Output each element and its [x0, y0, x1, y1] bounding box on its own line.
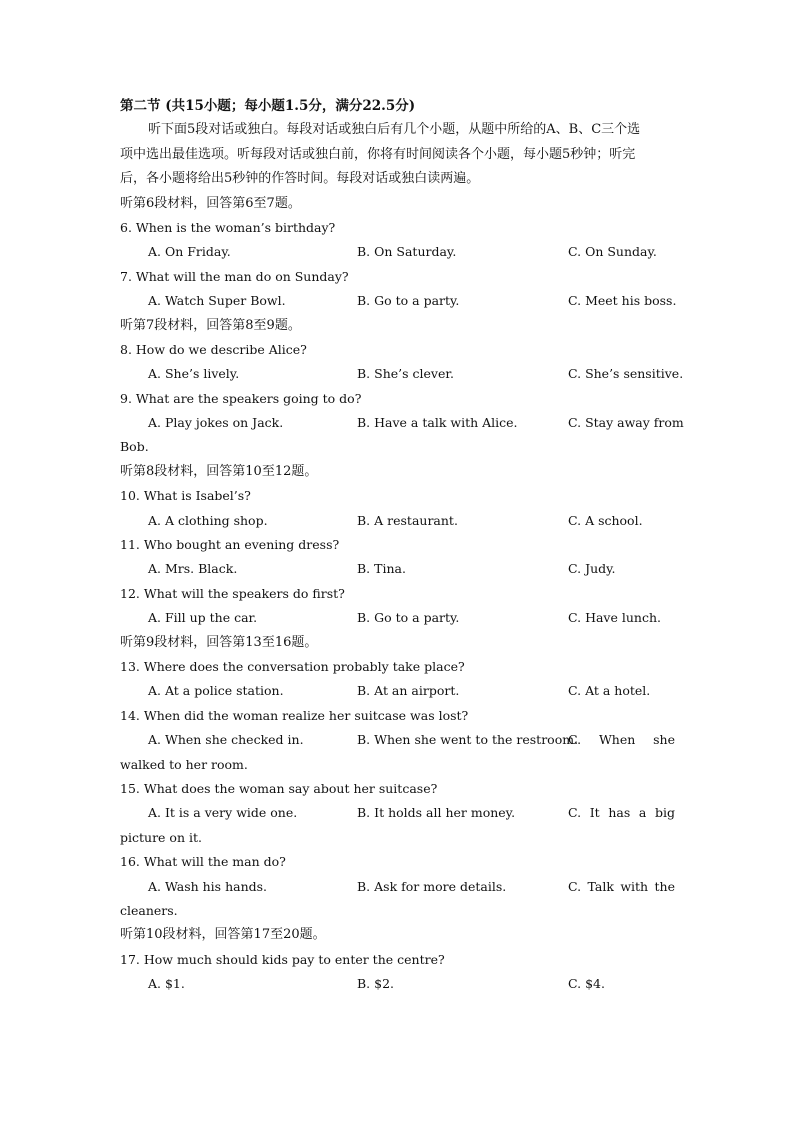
passage-8-header: 听第8段材料，回答第10至12题。 — [120, 463, 318, 479]
question-9-option-a: A. Play jokes on Jack. — [148, 415, 284, 431]
question-14-option-b: B. When she went to the restroom. — [357, 732, 579, 748]
question-9-option-c: C. Stay away from — [568, 415, 684, 431]
question-10-option-b: B. A restaurant. — [357, 512, 458, 528]
question-13-stem: 13. Where does the conversation probably take place? — [120, 658, 465, 674]
question-13-option-c: C. At a hotel. — [568, 683, 651, 699]
question-8-options — [120, 362, 684, 386]
question-12-stem: 12. What will the speakers do first? — [120, 585, 345, 601]
instructions-line-1: 听下面5段对话或独白。每段对话或独白后有几个小题，从题中所给的A、B、C三个选 — [148, 122, 641, 138]
question-16-options — [120, 875, 675, 899]
question-7-stem: 7. What will the man do on Sunday? — [120, 268, 349, 284]
question-9-stem: 9. What are the speakers going to do? — [120, 390, 362, 406]
question-8-stem: 8. How do we describe Alice? — [120, 341, 307, 357]
instructions-line-2: 项中选出最佳选项。听每段对话或独白前，你将有时间阅读各个小题，每小题5秒钟；听完 — [120, 146, 636, 162]
question-10-option-a: A. A clothing shop. — [148, 512, 268, 528]
question-16-stem: 16. What will the man do? — [120, 854, 286, 870]
question-17-options — [120, 972, 675, 996]
question-14-option-c-continued: walked to her room. — [120, 756, 248, 772]
question-12-options — [120, 606, 675, 630]
passage-10-header: 听第10段材料，回答第17至20题。 — [120, 927, 326, 943]
question-13-options — [120, 679, 675, 703]
question-12-option-c: C. Have lunch. — [568, 610, 661, 626]
question-10-option-c: C. A school. — [568, 512, 643, 528]
question-6-option-a: A. On Friday. — [148, 244, 231, 260]
question-17-option-b: B. $2. — [357, 976, 395, 992]
question-11-stem: 11. Who bought an evening dress? — [120, 537, 340, 553]
passage-6-header: 听第6段材料，回答第6至7题。 — [120, 195, 301, 211]
question-7-option-a: A. Watch Super Bowl. — [148, 293, 286, 309]
question-11-option-c: C. Judy. — [568, 561, 616, 577]
question-15-stem: 15. What does the woman say about her suitcase? — [120, 780, 438, 796]
question-9-options — [120, 411, 684, 435]
question-16-option-c: C. Talk with the — [568, 878, 675, 894]
question-13-option-b: B. At an airport. — [357, 683, 460, 699]
question-16-option-b: B. Ask for more details. — [357, 878, 507, 894]
question-6-options — [120, 240, 675, 264]
question-14-option-c: C. When she — [568, 732, 675, 748]
question-15-options — [120, 801, 675, 825]
question-17-option-a: A. $1. — [148, 976, 185, 992]
question-15-option-b: B. It holds all her money. — [357, 805, 516, 821]
question-6-option-b: B. On Saturday. — [357, 244, 457, 260]
question-15-option-a: A. It is a very wide one. — [148, 805, 298, 821]
exam-page — [120, 94, 684, 996]
question-7-option-b: B. Go to a party. — [357, 293, 460, 309]
section-heading: 第二节 (共15小题；每小题1.5分，满分22.5分) — [120, 98, 416, 114]
question-6-stem: 6. When is the woman’s birthday? — [120, 219, 336, 235]
question-16-option-a: A. Wash his hands. — [148, 878, 268, 894]
question-9-option-b: B. Have a talk with Alice. — [357, 415, 518, 431]
question-10-stem: 10. What is Isabel’s? — [120, 488, 251, 504]
question-15-option-c-continued: picture on it. — [120, 829, 202, 845]
question-7-option-c: C. Meet his boss. — [568, 293, 677, 309]
question-15-option-c: C. It has a big — [568, 805, 675, 821]
question-8-option-b: B. She’s clever. — [357, 366, 454, 382]
question-8-option-a: A. She’s lively. — [148, 366, 240, 382]
question-11-option-b: B. Tina. — [357, 561, 406, 577]
instructions-line-3: 后，各小题将给出5秒钟的作答时间。每段对话或独白读两遍。 — [120, 171, 480, 187]
question-12-option-a: A. Fill up the car. — [148, 610, 258, 626]
question-6-option-c: C. On Sunday. — [568, 244, 657, 260]
question-9-option-c-continued: Bob. — [120, 439, 149, 455]
question-14-option-a: A. When she checked in. — [148, 732, 304, 748]
question-14-options — [120, 728, 675, 752]
question-14-stem: 14. When did the woman realize her suitcase was lost? — [120, 707, 469, 723]
question-10-options — [120, 509, 675, 533]
question-12-option-b: B. Go to a party. — [357, 610, 460, 626]
passage-9-header: 听第9段材料，回答第13至16题。 — [120, 634, 318, 650]
question-11-options — [120, 557, 675, 581]
question-7-options — [120, 289, 675, 313]
passage-7-header: 听第7段材料，回答第8至9题。 — [120, 317, 301, 333]
question-17-stem: 17. How much should kids pay to enter the centre? — [120, 951, 445, 967]
question-13-option-a: A. At a police station. — [148, 683, 284, 699]
question-16-option-c-continued: cleaners. — [120, 902, 178, 918]
question-17-option-c: C. $4. — [568, 976, 605, 992]
question-8-option-c: C. She’s sensitive. — [568, 366, 684, 382]
question-11-option-a: A. Mrs. Black. — [148, 561, 238, 577]
